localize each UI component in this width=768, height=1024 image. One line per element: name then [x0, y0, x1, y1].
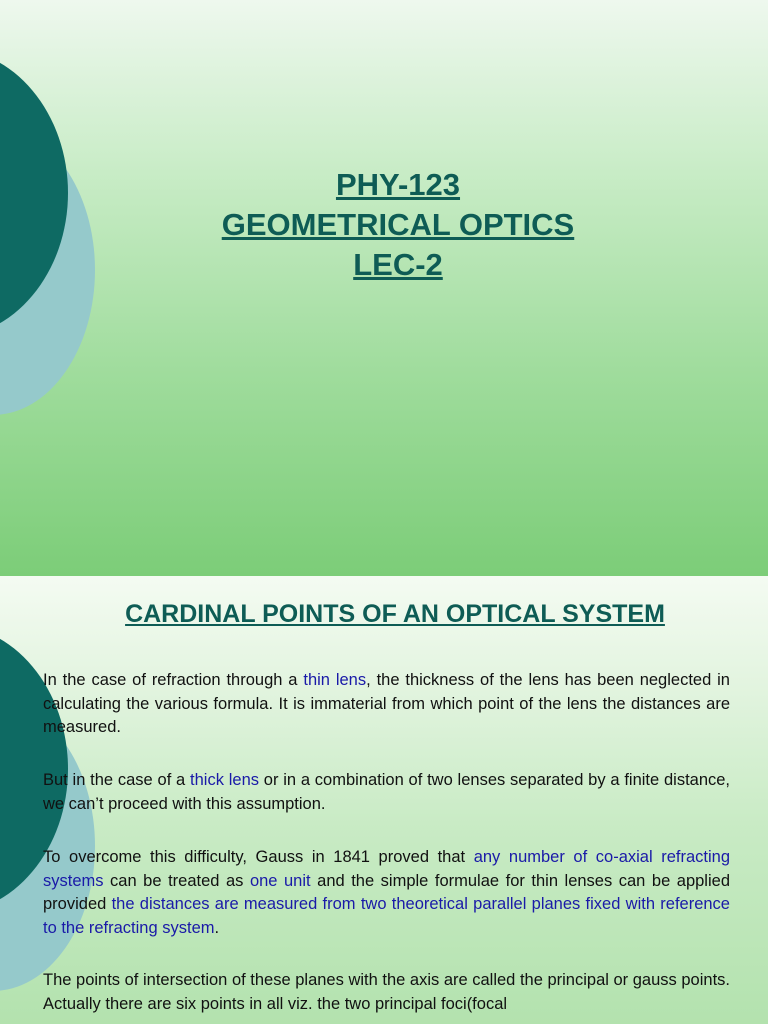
highlight-span: thick lens — [190, 771, 259, 789]
text-span: can be treated as — [103, 871, 250, 890]
text-span: , the thickness of the lens has been neglected in calculating the various formula. It is immaterial from which point of the lens the distances are measured. — [43, 671, 730, 736]
text-span: or in a combination of two lenses separated by a finite distance, we can’t proceed with this assumption. — [43, 771, 731, 813]
highlight-span: the distances are measured from two theoretical parallel planes fixed with reference to the refracting system — [43, 895, 730, 937]
paragraph-principal-points — [43, 969, 730, 1016]
text-span: To overcome this difficulty, Gauss in 1841 proved that — [43, 848, 474, 866]
paragraph-thick-lens — [43, 769, 730, 816]
highlight-span: thin lens — [303, 671, 367, 689]
slide-title — [120, 165, 676, 285]
paragraph-gauss — [43, 846, 730, 940]
text-span: and the simple formulae for thin lenses can be applied provided — [43, 871, 730, 913]
text-span: The points of intersection of these planes with the axis are called the principal or gauss points. Actually there are six points in all viz. the two principal foci(focal — [43, 971, 730, 1013]
text-span: In the case of refraction through a — [43, 671, 304, 689]
highlight-span: any number of co-axial refracting systems — [43, 848, 730, 890]
course-name: GEOMETRICAL OPTICS — [221, 207, 575, 242]
text-span: But in the case of a — [43, 771, 191, 789]
highlight-span: one unit — [249, 871, 311, 890]
text-span: . — [214, 918, 220, 937]
content-slide — [0, 576, 768, 1024]
slide-heading: CARDINAL POINTS OF AN OPTICAL SYSTEM — [125, 600, 665, 628]
course-code: PHY-123 — [335, 167, 461, 202]
lecture-number: LEC-2 — [353, 247, 443, 282]
paragraph-thin-lens — [43, 669, 730, 740]
